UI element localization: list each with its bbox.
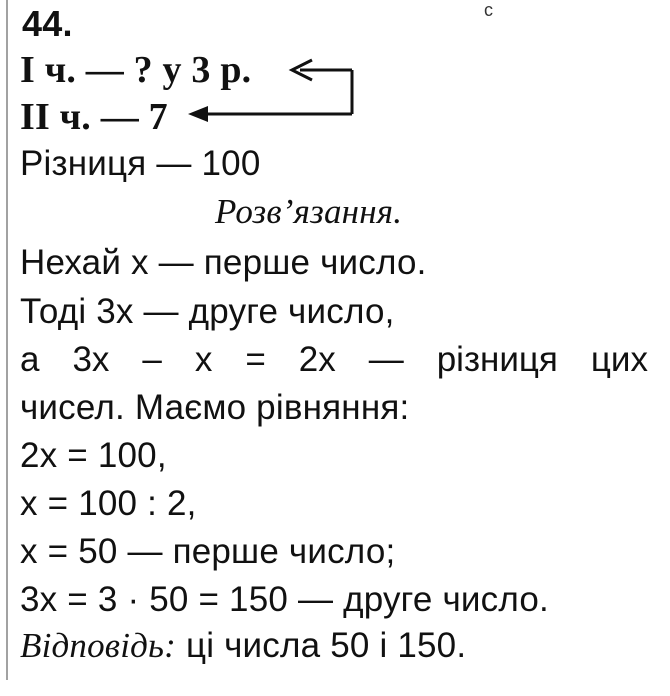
word: 2x: [298, 340, 336, 379]
word: а: [20, 340, 40, 379]
equation-4: 3x = 3 · 50 = 150 — друге число.: [20, 580, 549, 619]
equation-2: x = 100 : 2,: [20, 484, 197, 523]
condition-line-difference: Різниця — 100: [20, 144, 261, 183]
solution-line-4: чисел. Маємо рівняння:: [20, 388, 410, 427]
problem-number: 44.: [22, 3, 73, 44]
answer-text: ці числа 50 і 150.: [185, 626, 467, 665]
equation-1: 2x = 100,: [20, 436, 167, 475]
word: –: [142, 340, 162, 379]
stray-mark: c: [484, 0, 493, 20]
word: цих: [590, 340, 648, 379]
answer-line: [20, 624, 466, 668]
page-edge-line: [6, 0, 8, 680]
word: 3x: [72, 340, 110, 379]
equation-3: x = 50 — перше число;: [20, 532, 396, 571]
answer-label: Відповідь:: [20, 626, 177, 665]
word: x: [194, 340, 213, 379]
word: =: [245, 340, 266, 379]
condition-line-part-2: ІІ ч. — 7: [20, 96, 168, 138]
solution-line-2: Тоді 3x — друге число,: [20, 292, 395, 331]
solution-heading: Розв’язання.: [215, 192, 403, 231]
word: різниця: [436, 340, 558, 379]
solution-line-3: [20, 338, 648, 382]
condition-line-part-1: І ч. — ? у 3 р.: [20, 49, 252, 91]
solution-line-1: Нехай x — перше число.: [20, 243, 427, 282]
word: —: [368, 340, 404, 379]
